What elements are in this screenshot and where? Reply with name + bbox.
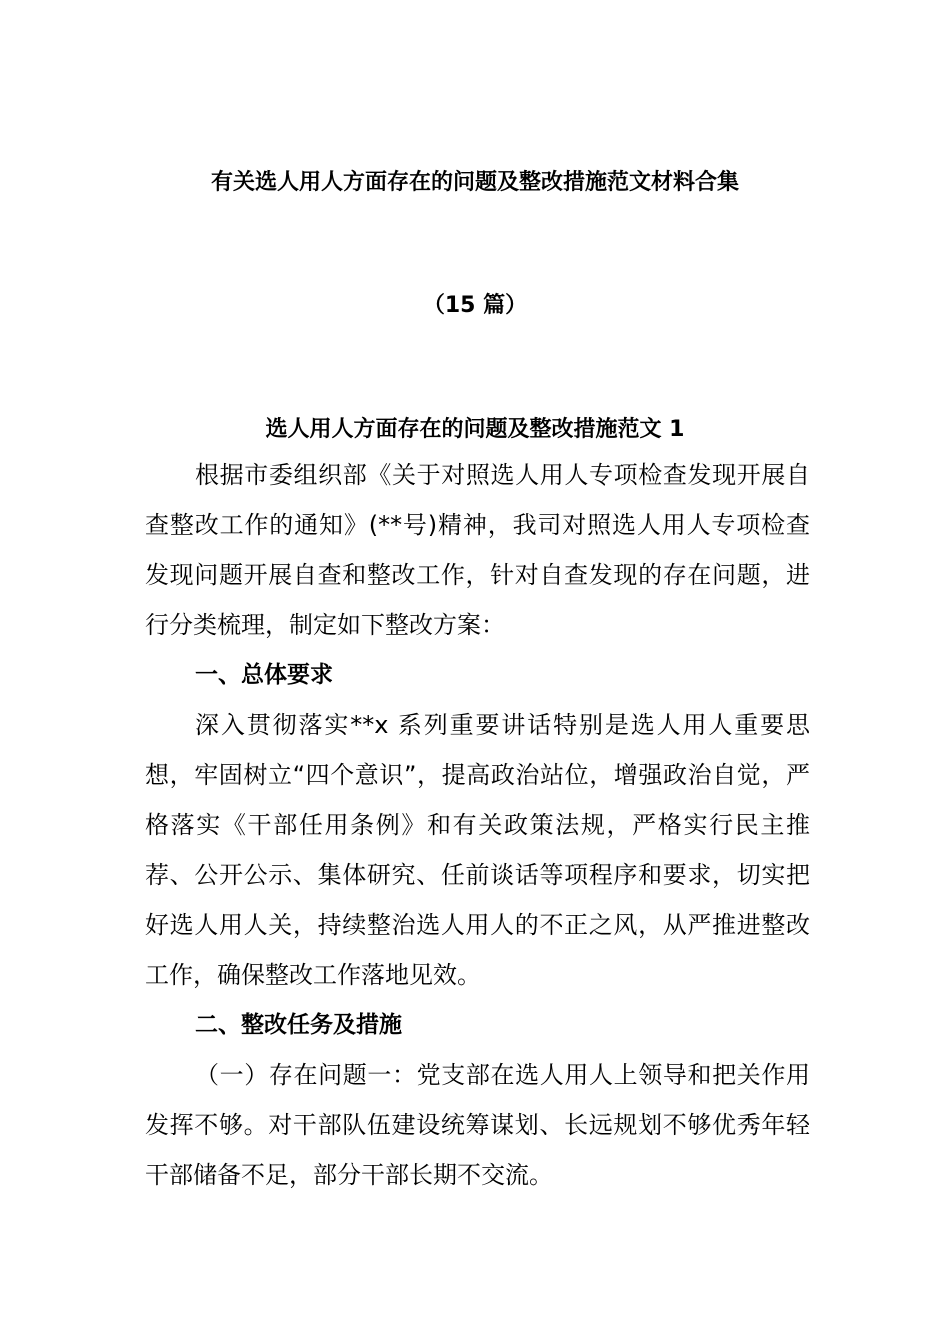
document-count: （15 篇） <box>422 293 528 318</box>
paragraph-requirements: 深入贯彻落实**x 系列重要讲话特别是选人用人重要思想，牢固树立“四个意识”，提高政治站位，增强政治自觉，严格落实《干部任用条例》和有关政策法规，严格实行民主推荐、公开公示、集体研究、任前谈话等项程序和要求，切实把好选人用人关，持续整治选人用人的不正之风，从严推进整改工作，确保整改工作落地见效。 <box>145 711 810 989</box>
paragraph-problem-one: （一）存在问题一：党支部在选人用人上领导和把关作用发挥不够。对干部队伍建设统筹谋划、长远规划不够优秀年轻干部储备不足，部分干部长期不交流。 <box>145 1061 810 1189</box>
document-title: 有关选人用人方面存在的问题及整改措施范文材料合集 <box>210 170 739 195</box>
paragraph-intro: 根据市委组织部《关于对照选人用人专项检查发现开展自查整改工作的通知》(**号)精神，我司对照选人用人专项检查发现问题开展自查和整改工作，针对自查发现的存在问题，进行分类梳理，制定如下整改方案： <box>145 461 810 639</box>
heading-general-requirements: 一、总体要求 <box>195 662 333 688</box>
body-text <box>145 450 810 1200</box>
section-title: 选人用人方面存在的问题及整改措施范文 1 <box>265 417 685 442</box>
heading-tasks-measures: 二、整改任务及措施 <box>195 1012 402 1038</box>
